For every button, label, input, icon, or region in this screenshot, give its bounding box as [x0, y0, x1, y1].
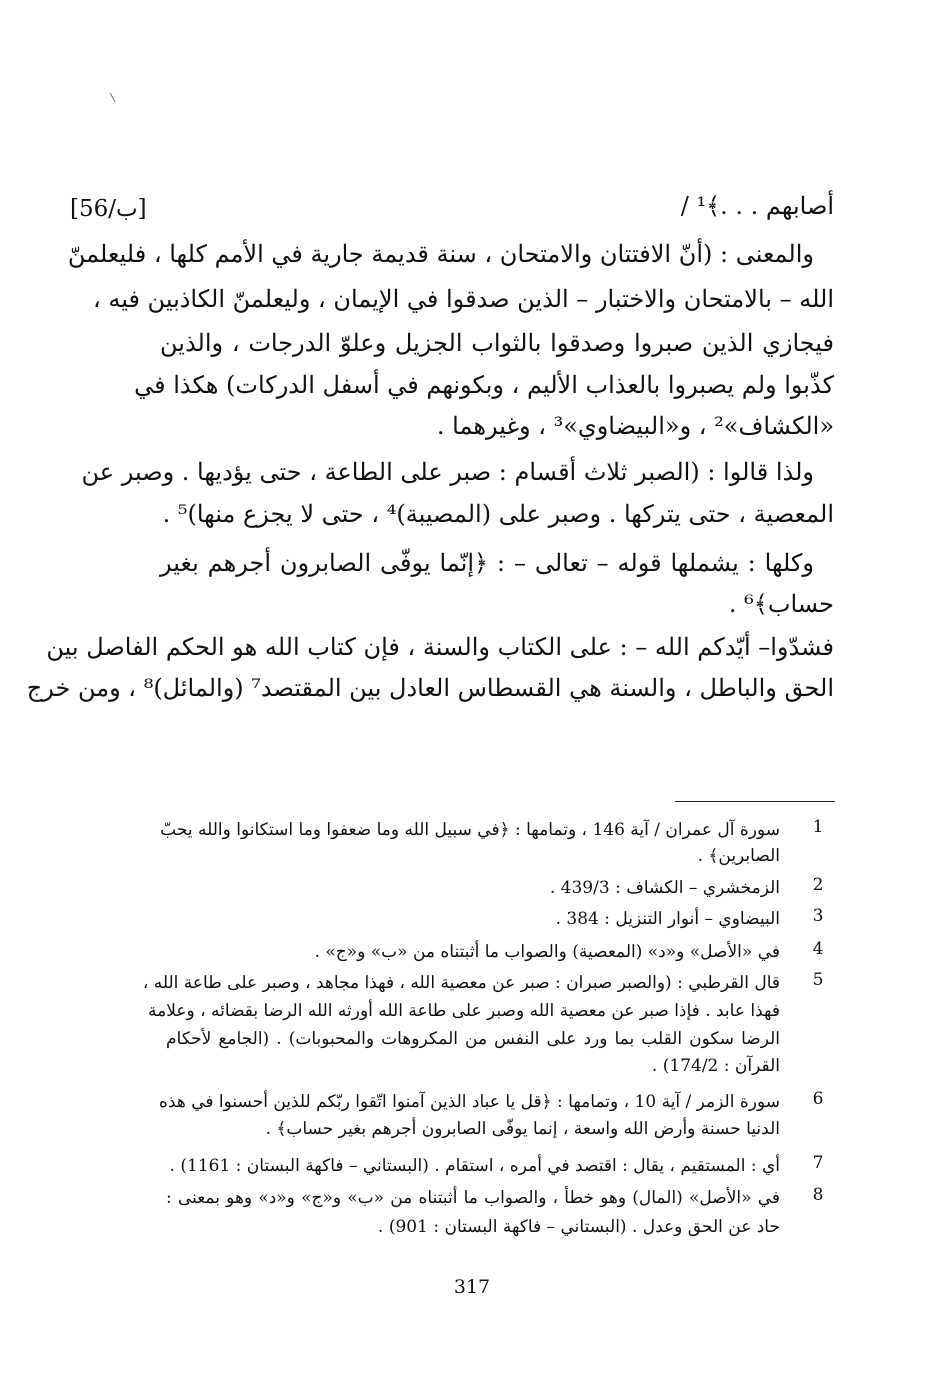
footnote-number: 3	[812, 906, 824, 926]
scan-mark	[110, 92, 118, 102]
page-number: 317	[453, 1276, 491, 1298]
footnote-line: في «الأصل» و«د» (المعصية) والصواب ما أثبتناه من «ب» و«ج» .	[314, 942, 780, 962]
main-line: المعصية ، حتى يتركها . وصبر على (المصيبة)⁴ ، حتى لا يجزع منها)⁵ .	[162, 500, 834, 528]
main-line: وكلها : يشملها قوله – تعالى – : ﴿إنّما يوفّى الصابرون أجرهم بغير	[160, 549, 814, 577]
main-line: الحق والباطل ، والسنة هي القسطاس العادل بين المقتصد⁷ (والمائل)⁸ ، ومن خرج	[26, 674, 834, 702]
main-line: فيجازي الذين صبروا وصدقوا بالثواب الجزيل وعلوّ الدرجات ، والذين	[160, 329, 834, 357]
footnote-line: أي : المستقيم ، يقال : اقتصد في أمره ، استقام . (البستاني – فاكهة البستان : 1161) .	[169, 1156, 780, 1176]
footnote-number: 8	[812, 1185, 824, 1205]
main-line: ولذا قالوا : (الصبر ثلاث أقسام : صبر على الطاعة ، حتى يؤديها . وصبر عن	[81, 458, 814, 486]
main-line: «الكشاف»² ، و«البيضاوي»³ ، وغيرهما .	[436, 412, 834, 440]
main-line: كذّبوا ولم يصبروا بالعذاب الأليم ، وبكونهم في أسفل الدركات) هكذا في	[134, 371, 834, 399]
footnote-number: 7	[812, 1153, 824, 1173]
main-line: والمعنى : (أنّ الافتتان والامتحان ، سنة قديمة جارية في الأمم كلها ، فليعلمنّ	[67, 240, 814, 268]
footnote-line: سورة الزمر / آية 10 ، وتمامها : ﴿قل يا عباد الذين آمنوا اتّقوا ربّكم للذين أحسنوا في هذه	[159, 1092, 780, 1112]
footnote-line: الزمخشري – الكشاف : 439/3 .	[549, 878, 780, 898]
main-line: أصابهم . . .﴾¹ /	[680, 192, 834, 220]
footnote-line: قال القرطبي : (والصبر صبران : صبر عن معصية الله ، فهذا مجاهد ، وصبر على طاعة الله ،	[142, 973, 780, 993]
footnote-number: 5	[812, 970, 824, 990]
footnote-line: سورة آل عمران / آية 146 ، وتمامها : ﴿في سبيل الله وما ضعفوا وما استكانوا والله يحبّ	[160, 820, 780, 840]
main-line: الله – بالامتحان والاختبار – الذين صدقوا في الإيمان ، وليعلمنّ الكاذبين فيه ،	[92, 285, 834, 313]
footnote-line: البيضاوي – أنوار التنزيل : 384 .	[555, 909, 780, 929]
manuscript-folio-marker: [56/ب]	[70, 196, 147, 222]
footnote-line: الرضا سكون القلب بما ورد على النفس من المكروهات والمحبوبات) . (الجامع لأحكام	[166, 1029, 780, 1049]
footnote-number: 4	[812, 939, 824, 959]
footnote-line: القرآن : 174/2) .	[651, 1056, 780, 1076]
footnote-number: 1	[812, 817, 824, 837]
main-line: حساب﴾⁶ .	[728, 590, 834, 618]
footnote-number: 2	[812, 875, 824, 895]
footnote-line: الدنيا حسنة وأرض الله واسعة ، إنما يوفّى الصابرون أجرهم بغير حساب﴾ .	[265, 1119, 780, 1139]
footnote-line: في «الأصل» (المال) وهو خطأ ، والصواب ما أثبتناه من «ب» و«ج» و«د» وهو بمعنى :	[166, 1188, 780, 1208]
footnote-line: الصابرين﴾ .	[697, 846, 780, 866]
footnote-separator	[675, 801, 835, 802]
footnote-line: حاد عن الحق وعدل . (البستاني – فاكهة البستان : 901) .	[378, 1217, 780, 1237]
footnote-line: فهذا عابد . فإذا صبر عن معصية الله وصبر على طاعة الله أورثه الله الرضا بقضائه ، وعلامة	[148, 1001, 780, 1021]
main-line: فشدّوا– أيّدكم الله – : على الكتاب والسنة ، فإن كتاب الله هو الحكم الفاصل بين	[46, 633, 834, 661]
footnote-number: 6	[812, 1089, 824, 1109]
